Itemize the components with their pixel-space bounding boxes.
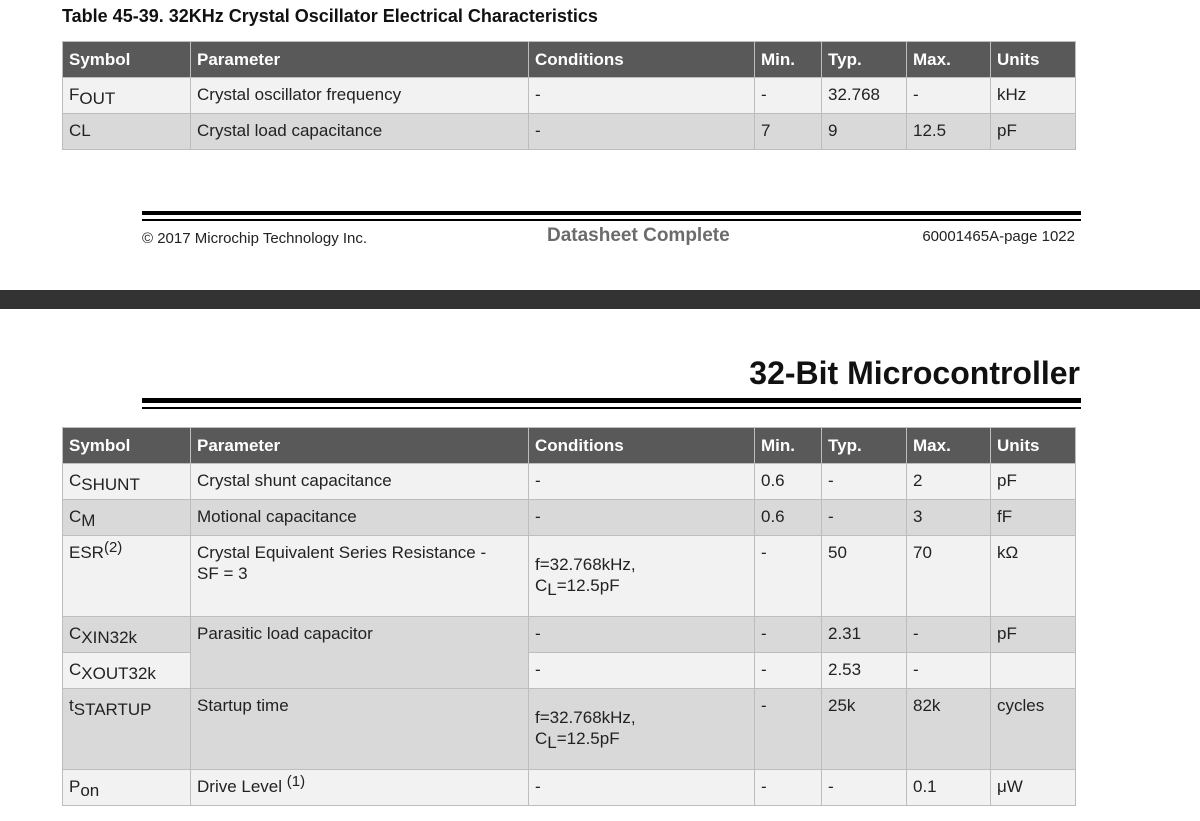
cell-units: pF <box>991 114 1076 150</box>
cell-units: kHz <box>991 78 1076 114</box>
cell-min: - <box>755 653 822 689</box>
header-parameter: Parameter <box>191 428 529 464</box>
header-min: Min. <box>755 428 822 464</box>
cell-max: 12.5 <box>907 114 991 150</box>
cell-parameter: Crystal load capacitance <box>191 114 529 150</box>
page-separator <box>0 290 1200 309</box>
cell-typ: 2.31 <box>822 617 907 653</box>
table-title: Table 45-39. 32KHz Crystal Oscillator Electrical Characteristics <box>62 6 598 26</box>
cell-max: - <box>907 617 991 653</box>
cell-conditions: - <box>529 770 755 806</box>
cell-conditions: - <box>529 617 755 653</box>
header-typ: Typ. <box>822 42 907 78</box>
cell-symbol: CL <box>63 114 191 150</box>
header-symbol: Symbol <box>63 428 191 464</box>
cell-parameter: Crystal oscillator frequency <box>191 78 529 114</box>
cell-symbol: CXOUT32k <box>63 653 191 689</box>
cell-units <box>991 653 1076 689</box>
cell-conditions: - <box>529 500 755 536</box>
footer-page-number: 60001465A-page 1022 <box>922 228 1075 245</box>
header-max: Max. <box>907 42 991 78</box>
cell-typ: 32.768 <box>822 78 907 114</box>
cell-min: 0.6 <box>755 464 822 500</box>
table-row <box>63 500 1076 536</box>
table-row <box>63 689 1076 770</box>
cell-conditions: f=32.768kHz, CL=12.5pF <box>529 689 755 770</box>
cell-symbol: FOUT <box>63 78 191 114</box>
cell-typ: 9 <box>822 114 907 150</box>
footer-rule-thin <box>142 219 1081 221</box>
header-rule-thin <box>142 407 1081 409</box>
table-row <box>63 78 1076 114</box>
cell-units: fF <box>991 500 1076 536</box>
cell-parameter: Crystal Equivalent Series Resistance - SF = 3 <box>191 536 529 617</box>
cell-units: pF <box>991 617 1076 653</box>
table-row <box>63 464 1076 500</box>
cell-typ: - <box>822 770 907 806</box>
cell-min: - <box>755 78 822 114</box>
cell-units: kΩ <box>991 536 1076 617</box>
cell-parameter: Drive Level (1) <box>191 770 529 806</box>
table-row <box>63 770 1076 806</box>
cell-max: 0.1 <box>907 770 991 806</box>
table-header-row <box>63 42 1076 78</box>
cell-min: 0.6 <box>755 500 822 536</box>
page-header-title: 32-Bit Microcontroller <box>749 355 1080 391</box>
footer-center-label: Datasheet Complete <box>547 225 730 246</box>
cell-max: 3 <box>907 500 991 536</box>
cell-parameter: Parasitic load capacitor <box>191 617 529 689</box>
cell-typ: - <box>822 500 907 536</box>
cell-min: - <box>755 536 822 617</box>
header-conditions: Conditions <box>529 42 755 78</box>
cell-max: - <box>907 78 991 114</box>
cell-units: μW <box>991 770 1076 806</box>
cell-parameter: Crystal shunt capacitance <box>191 464 529 500</box>
header-symbol: Symbol <box>63 42 191 78</box>
cell-min: 7 <box>755 114 822 150</box>
cell-min: - <box>755 617 822 653</box>
footer-rule-thick <box>142 211 1081 215</box>
cell-symbol: CXIN32k <box>63 617 191 653</box>
cell-max: - <box>907 653 991 689</box>
cell-min: - <box>755 689 822 770</box>
table-row <box>63 536 1076 617</box>
table-row <box>63 617 1076 653</box>
header-max: Max. <box>907 428 991 464</box>
cell-conditions: f=32.768kHz, CL=12.5pF <box>529 536 755 617</box>
header-min: Min. <box>755 42 822 78</box>
cell-units: cycles <box>991 689 1076 770</box>
cell-units: pF <box>991 464 1076 500</box>
cell-conditions: - <box>529 464 755 500</box>
cell-symbol: CM <box>63 500 191 536</box>
cell-conditions: - <box>529 78 755 114</box>
cell-typ: 25k <box>822 689 907 770</box>
header-units: Units <box>991 428 1076 464</box>
header-units: Units <box>991 42 1076 78</box>
cell-symbol: Pon <box>63 770 191 806</box>
cell-parameter: Startup time <box>191 689 529 770</box>
oscillator-characteristics-table <box>62 41 1076 150</box>
table-row <box>63 114 1076 150</box>
cell-symbol: CSHUNT <box>63 464 191 500</box>
cell-typ: 50 <box>822 536 907 617</box>
cell-symbol: ESR(2) <box>63 536 191 617</box>
cell-symbol: tSTARTUP <box>63 689 191 770</box>
cell-max: 70 <box>907 536 991 617</box>
cell-conditions: - <box>529 114 755 150</box>
header-rule-thick <box>142 398 1081 403</box>
cell-typ: 2.53 <box>822 653 907 689</box>
footer-copyright: © 2017 Microchip Technology Inc. <box>142 230 368 247</box>
header-parameter: Parameter <box>191 42 529 78</box>
oscillator-characteristics-table-continued <box>62 427 1076 806</box>
table-header-row <box>63 428 1076 464</box>
cell-max: 2 <box>907 464 991 500</box>
header-conditions: Conditions <box>529 428 755 464</box>
cell-min: - <box>755 770 822 806</box>
cell-conditions: - <box>529 653 755 689</box>
cell-parameter: Motional capacitance <box>191 500 529 536</box>
cell-typ: - <box>822 464 907 500</box>
cell-max: 82k <box>907 689 991 770</box>
header-typ: Typ. <box>822 428 907 464</box>
